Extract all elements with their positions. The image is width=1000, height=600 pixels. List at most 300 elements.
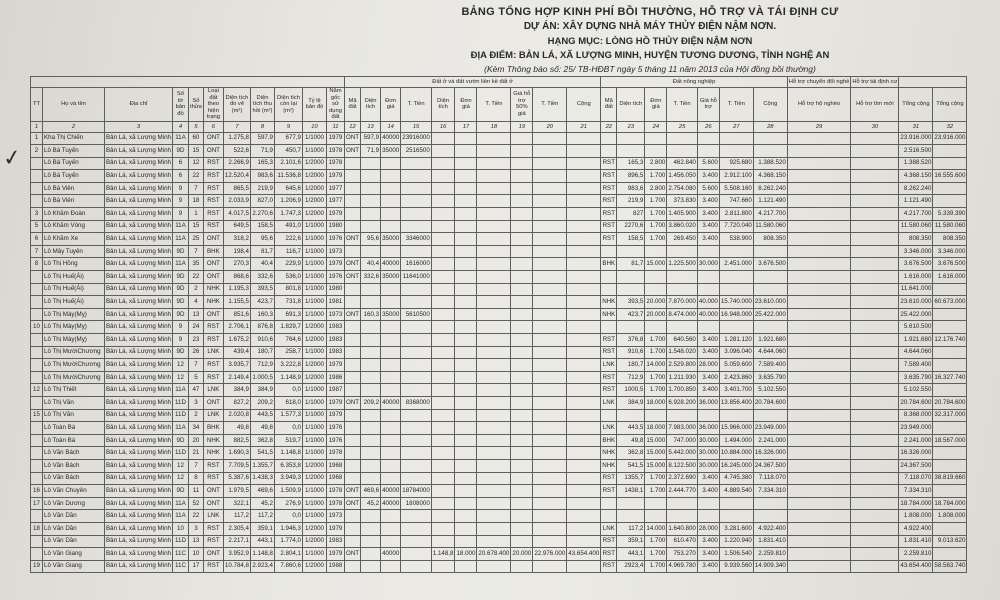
table-cell: 1/1000 [303, 245, 327, 258]
table-cell [31, 434, 43, 447]
table-cell: RST [601, 182, 617, 195]
column-header: T. Tiền [667, 88, 698, 122]
table-cell: 4.644.060 [753, 346, 787, 359]
table-cell [851, 548, 899, 561]
table-cell: Bản Lá, xã Lượng Minh [105, 208, 173, 221]
table-row [31, 346, 967, 359]
table-cell [361, 170, 381, 183]
table-cell [381, 409, 401, 422]
table-cell: LNK [203, 409, 223, 422]
table-cell: 1/1000 [303, 271, 327, 284]
table-cell: 5.442.000 [667, 447, 698, 460]
table-cell: 15 [31, 409, 43, 422]
table-cell: 23.610.000 [899, 296, 933, 309]
group-support-relocate: Hỗ trợ tái định cư [851, 77, 899, 88]
column-number: 32 [933, 121, 967, 132]
table-cell: 1.000,5 [251, 371, 275, 384]
table-cell: 165,3 [617, 157, 645, 170]
table-cell [31, 157, 43, 170]
table-cell [345, 334, 361, 347]
table-cell [431, 233, 455, 246]
column-header: Mã đất [345, 88, 361, 122]
table-cell [851, 522, 899, 535]
table-cell [477, 296, 511, 309]
table-cell: 222,6 [275, 233, 303, 246]
handwritten-checkmark: ✓ [1, 144, 24, 173]
table-cell [31, 170, 43, 183]
table-cell: 808.350 [753, 233, 787, 246]
column-header: Đơn giá [381, 88, 401, 122]
table-cell: 318,2 [223, 233, 250, 246]
table-cell [851, 359, 899, 372]
table-cell: 1980 [327, 220, 345, 233]
table-cell: 6 [31, 233, 43, 246]
table-cell: 1.946,3 [275, 522, 303, 535]
table-cell: 423,7 [251, 296, 275, 309]
table-cell: 1/1000 [303, 296, 327, 309]
table-cell: 10 [31, 321, 43, 334]
table-cell: 15.740.000 [719, 296, 753, 309]
column-header: Đơn giá [455, 88, 477, 122]
table-cell [533, 535, 567, 548]
table-cell: 9 [172, 321, 188, 334]
table-cell: LNK [203, 510, 223, 523]
table-cell [431, 459, 455, 472]
table-cell: RST [203, 535, 223, 548]
table-cell [933, 157, 967, 170]
table-cell [645, 497, 667, 510]
table-cell [787, 548, 851, 561]
table-cell: 491,0 [275, 220, 303, 233]
table-cell: 1/2000 [303, 334, 327, 347]
table-cell [431, 422, 455, 435]
table-cell [401, 371, 432, 384]
table-cell [787, 447, 851, 460]
table-cell: 1.206,9 [275, 195, 303, 208]
table-cell [401, 359, 432, 372]
table-cell: 8.368.000 [899, 409, 933, 422]
table-cell: 5.102.550 [899, 384, 933, 397]
table-cell: 270,3 [223, 258, 250, 271]
table-cell: 4.017,5 [223, 208, 250, 221]
table-cell: 450,7 [275, 145, 303, 158]
table-cell [455, 170, 477, 183]
table-cell [533, 346, 567, 359]
table-cell: 7.870.000 [667, 296, 698, 309]
table-cell: LNK [601, 396, 617, 409]
table-cell: ONT [203, 497, 223, 510]
table-cell: 597,9 [361, 132, 381, 145]
table-cell: 3.400 [697, 220, 719, 233]
column-number: 24 [645, 121, 667, 132]
table-cell: 1.548.020 [667, 346, 698, 359]
table-cell: 1.506.540 [719, 548, 753, 561]
table-cell: 209,2 [251, 396, 275, 409]
table-cell [567, 535, 601, 548]
table-cell: ONT [203, 258, 223, 271]
table-cell: RST [203, 220, 223, 233]
table-cell: 24.367.500 [753, 459, 787, 472]
table-cell [455, 132, 477, 145]
table-cell: 882,5 [223, 434, 250, 447]
table-cell [787, 208, 851, 221]
column-number: 8 [251, 121, 275, 132]
table-cell: Bản Lá, xã Lượng Minh [105, 321, 173, 334]
table-cell: Lô Khăm Đoàn [43, 208, 105, 221]
table-cell: RST [601, 195, 617, 208]
table-cell [511, 195, 533, 208]
table-cell [787, 170, 851, 183]
table-cell: 3.222,8 [275, 359, 303, 372]
table-cell: 1979 [327, 522, 345, 535]
table-cell [567, 334, 601, 347]
table-cell: 1/1000 [303, 346, 327, 359]
table-cell [933, 447, 967, 460]
table-cell [533, 308, 567, 321]
table-cell: Lô Toàn Bá [43, 434, 105, 447]
table-cell [31, 182, 43, 195]
table-cell [851, 308, 899, 321]
table-cell [361, 334, 381, 347]
table-cell [381, 321, 401, 334]
table-cell [667, 245, 698, 258]
table-cell: Lô Thị Văn [43, 409, 105, 422]
table-cell [851, 371, 899, 384]
table-cell: 1968 [327, 459, 345, 472]
table-cell: 3.400 [697, 472, 719, 485]
table-cell [381, 560, 401, 573]
table-cell [533, 447, 567, 460]
table-cell [401, 535, 432, 548]
table-cell: 3.096.040 [719, 346, 753, 359]
table-cell: 9D [172, 296, 188, 309]
table-cell: 9D [172, 308, 188, 321]
table-cell [431, 472, 455, 485]
table-cell: RST [601, 208, 617, 221]
table-cell [851, 510, 899, 523]
table-cell [431, 535, 455, 548]
table-row [31, 485, 967, 498]
table-cell [533, 434, 567, 447]
table-cell: 3 [31, 208, 43, 221]
table-cell: 25.422.000 [899, 308, 933, 321]
table-cell: 18.000 [645, 422, 667, 435]
table-cell: 1979 [327, 208, 345, 221]
table-cell [455, 233, 477, 246]
table-cell [787, 359, 851, 372]
table-cell: 384,9 [251, 384, 275, 397]
table-cell [511, 434, 533, 447]
table-cell: 9 [172, 182, 188, 195]
table-cell: 2.451.000 [719, 258, 753, 271]
table-cell: 2.800 [645, 157, 667, 170]
table-cell: Bản Lá, xã Lượng Minh [105, 182, 173, 195]
column-header: Tỷ lệ bản đồ [303, 88, 327, 122]
table-cell: 1/2000 [303, 371, 327, 384]
table-cell: 40000 [381, 497, 401, 510]
table-cell [431, 283, 455, 296]
table-cell: 71,9 [251, 145, 275, 158]
table-cell [477, 472, 511, 485]
table-cell [477, 396, 511, 409]
table-cell [401, 459, 432, 472]
table-cell: 20.678.400 [477, 548, 511, 561]
column-header: Số thửa [188, 88, 203, 122]
table-cell: 876,8 [251, 321, 275, 334]
table-cell: 19 [31, 560, 43, 573]
column-number: 9 [275, 121, 303, 132]
table-cell [567, 560, 601, 573]
table-cell: 0,0 [275, 422, 303, 435]
table-cell: 10 [188, 548, 203, 561]
table-cell: ONT [345, 132, 361, 145]
table-cell: 10.784,8 [223, 560, 250, 573]
table-cell [719, 145, 753, 158]
table-cell: Bản Lá, xã Lượng Minh [105, 522, 173, 535]
table-cell [401, 170, 432, 183]
table-cell: RST [601, 170, 617, 183]
table-cell: 1.211.930 [667, 371, 698, 384]
table-cell [933, 321, 967, 334]
table-cell [401, 522, 432, 535]
table-cell: 4.644.060 [899, 346, 933, 359]
table-cell [401, 321, 432, 334]
table-cell: 18 [31, 522, 43, 535]
table-cell [431, 434, 455, 447]
table-cell: 1/2000 [303, 472, 327, 485]
table-cell [31, 271, 43, 284]
table-cell: 3 [188, 396, 203, 409]
table-cell: Bản Lá, xã Lượng Minh [105, 359, 173, 372]
table-cell: RST [203, 334, 223, 347]
table-cell: 393,5 [251, 283, 275, 296]
column-number: 17 [455, 121, 477, 132]
table-cell [567, 321, 601, 334]
table-cell [851, 447, 899, 460]
table-cell [431, 497, 455, 510]
table-cell [361, 560, 381, 573]
group-agricultural: Đất nông nghiệp [601, 77, 788, 88]
table-cell: 868,6 [223, 271, 250, 284]
table-row [31, 233, 967, 246]
table-cell: 1973 [327, 308, 345, 321]
table-cell [511, 560, 533, 573]
table-cell [477, 258, 511, 271]
table-cell: RST [601, 548, 617, 561]
table-cell: 3.400 [697, 170, 719, 183]
table-cell: 1978 [327, 485, 345, 498]
table-cell: 11A [172, 132, 188, 145]
table-cell: 712,9 [251, 359, 275, 372]
compensation-table [30, 76, 967, 573]
table-cell: Lô Văn Bách [43, 459, 105, 472]
table-cell: 983,6 [251, 170, 275, 183]
table-cell [477, 334, 511, 347]
table-cell: 3.952,9 [223, 548, 250, 561]
table-cell: 14.909.340 [753, 560, 787, 573]
table-cell: 2.800 [645, 182, 667, 195]
table-cell [381, 296, 401, 309]
table-cell: 30.000 [697, 447, 719, 460]
table-cell [455, 384, 477, 397]
table-cell: 1/1000 [303, 409, 327, 422]
table-cell: 1/2000 [303, 522, 327, 535]
table-cell: ONT [345, 233, 361, 246]
table-cell [345, 384, 361, 397]
table-cell [851, 409, 899, 422]
table-cell [345, 510, 361, 523]
table-cell: Lô Văn Dần [43, 522, 105, 535]
table-cell [431, 371, 455, 384]
table-cell: 7 [188, 182, 203, 195]
table-cell [667, 283, 698, 296]
table-cell [511, 245, 533, 258]
table-cell: RST [601, 334, 617, 347]
table-cell: RST [203, 182, 223, 195]
table-cell: 12 [172, 371, 188, 384]
table-cell: 43.654.400 [899, 560, 933, 573]
table-cell [697, 409, 719, 422]
table-cell [511, 485, 533, 498]
table-cell [345, 170, 361, 183]
table-cell [455, 296, 477, 309]
table-cell: 12 [172, 359, 188, 372]
table-cell [31, 510, 43, 523]
table-cell [511, 271, 533, 284]
table-cell [787, 334, 851, 347]
table-row [31, 447, 967, 460]
table-cell: 4 [188, 296, 203, 309]
table-cell: NHK [203, 447, 223, 460]
table-cell: ONT [345, 497, 361, 510]
table-cell: 4.368.150 [899, 170, 933, 183]
table-cell [851, 497, 899, 510]
column-number: 13 [361, 121, 381, 132]
table-cell: 11D [172, 447, 188, 460]
table-cell: 12.176.740 [933, 334, 967, 347]
table-cell [753, 271, 787, 284]
table-cell: 925.680 [719, 157, 753, 170]
table-cell [511, 145, 533, 158]
table-cell: 712,9 [617, 371, 645, 384]
table-cell: 1979 [327, 548, 345, 561]
table-cell: 158,5 [617, 233, 645, 246]
table-cell: 28.000 [697, 359, 719, 372]
column-number: 7 [223, 121, 250, 132]
table-cell: Lô Thị MườiChương [43, 346, 105, 359]
table-cell [401, 296, 432, 309]
table-cell: 35000 [381, 271, 401, 284]
table-cell [381, 459, 401, 472]
table-cell [617, 321, 645, 334]
table-cell [455, 472, 477, 485]
table-cell: 47 [188, 384, 203, 397]
table-cell: RST [203, 157, 223, 170]
table-cell: 9 [172, 208, 188, 221]
table-cell: ONT [203, 132, 223, 145]
table-cell: 519,7 [275, 434, 303, 447]
table-cell: LNK [601, 522, 617, 535]
table-cell [719, 409, 753, 422]
table-cell [617, 510, 645, 523]
table-cell [477, 459, 511, 472]
table-cell [477, 271, 511, 284]
table-cell: Lô Thị Văn [43, 396, 105, 409]
table-cell: 1976 [327, 233, 345, 246]
table-cell: 25.422.000 [753, 308, 787, 321]
table-cell [567, 422, 601, 435]
table-cell: 30.000 [697, 459, 719, 472]
table-row [31, 535, 967, 548]
table-cell [719, 321, 753, 334]
table-cell [753, 145, 787, 158]
table-cell: 1.616.000 [933, 271, 967, 284]
table-cell: Lô Bá Viên [43, 182, 105, 195]
table-cell: 1/2000 [303, 208, 327, 221]
table-cell [381, 510, 401, 523]
table-cell [431, 346, 455, 359]
table-cell: Bản Lá, xã Lượng Minh [105, 548, 173, 561]
table-cell [851, 245, 899, 258]
table-cell: 18784000 [401, 485, 432, 498]
table-cell [431, 409, 455, 422]
table-cell: 11.641.000 [899, 283, 933, 296]
table-cell: 14.000 [645, 522, 667, 535]
table-row [31, 145, 967, 158]
table-cell [511, 182, 533, 195]
table-cell: 1355,7 [617, 472, 645, 485]
table-cell [851, 459, 899, 472]
table-cell [753, 245, 787, 258]
column-header: Cộng [567, 88, 601, 122]
table-cell [477, 195, 511, 208]
table-cell: 17 [188, 560, 203, 573]
table-cell: 7.334.310 [753, 485, 787, 498]
table-cell [851, 132, 899, 145]
table-cell [753, 497, 787, 510]
table-cell: LNK [203, 384, 223, 397]
table-cell: Bản Lá, xã Lượng Minh [105, 485, 173, 498]
table-cell [567, 157, 601, 170]
table-cell: 1978 [327, 157, 345, 170]
table-cell: 3.400 [697, 334, 719, 347]
table-cell [787, 308, 851, 321]
column-number: 19 [511, 121, 533, 132]
table-cell: ONT [203, 396, 223, 409]
table-cell: RST [203, 321, 223, 334]
table-cell [753, 283, 787, 296]
table-cell: 1977 [327, 195, 345, 208]
table-cell: RST [601, 485, 617, 498]
table-cell [455, 447, 477, 460]
table-cell: 1.405.900 [667, 208, 698, 221]
table-cell [511, 296, 533, 309]
table-cell [533, 208, 567, 221]
table-cell: 1.456.050 [667, 170, 698, 183]
table-cell: 95,6 [361, 233, 381, 246]
table-cell: NHK [601, 308, 617, 321]
table-cell [401, 447, 432, 460]
table-cell: 2.706,1 [223, 321, 250, 334]
table-cell [567, 485, 601, 498]
table-cell [431, 334, 455, 347]
table-cell [345, 535, 361, 548]
table-cell [361, 321, 381, 334]
location-line: ĐỊA ĐIỂM: BẢN LÁ, XÃ LƯỢNG MINH, HUYỆN TƯƠNG DƯƠNG, TỈNH NGHỆ AN [470, 50, 830, 61]
table-cell: 1979 [327, 359, 345, 372]
table-cell [933, 308, 967, 321]
table-cell: 8368000 [401, 396, 432, 409]
